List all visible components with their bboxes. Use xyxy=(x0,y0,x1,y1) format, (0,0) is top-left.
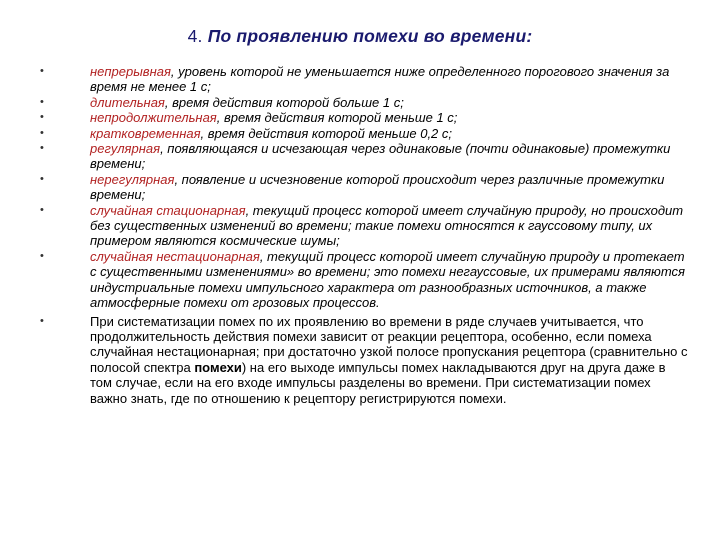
bullet-icon: • xyxy=(40,249,44,262)
bullet-icon: • xyxy=(40,172,44,185)
bullet-icon: • xyxy=(40,314,44,327)
list-item xyxy=(40,95,690,110)
item-text: , появляющаяся и исчезающая через одинаковые (почти одинаковые) промежутки времени; xyxy=(90,141,671,172)
item-term: регулярная xyxy=(90,141,161,157)
item-term: случайная стационарная xyxy=(90,202,246,218)
list-item-summary xyxy=(40,314,690,406)
summary-text-after: ) на его выходе импульсы помех накладываются друг на друга даже в том случае, если на его входе импульсы разделены во времени. При систематизации помех важно знать, где по отношению к рецептору регистрируются помехи. xyxy=(90,359,666,406)
bullet-icon: • xyxy=(40,126,44,139)
title-number: 4. xyxy=(187,26,203,46)
list-item xyxy=(40,249,690,311)
list-item xyxy=(40,64,690,95)
item-text: , текущий процесс которой имеет случайную природу и протекает с существенными изменениями» во времени; это помехи негауссовые, их примерами являются индустриальные помехи импульсного характера от разнообразных источников, а также атмосферные помехи от грозовых процессов. xyxy=(90,248,685,311)
list-item xyxy=(40,172,690,203)
bullet-icon: • xyxy=(40,111,44,124)
item-text: , время действия которой меньше 0,2 с; xyxy=(200,125,453,141)
bullet-icon: • xyxy=(40,65,44,77)
item-term: нерегулярная xyxy=(90,171,175,187)
bullet-list xyxy=(40,64,690,406)
item-text: , уровень которой не уменьшается ниже определенного порогового значения за время не менее 1 с; xyxy=(90,64,670,95)
list-item xyxy=(40,126,690,141)
slide-title xyxy=(0,26,720,47)
list-item xyxy=(40,203,690,249)
item-term: непродолжительная xyxy=(90,110,217,126)
bullet-icon: • xyxy=(40,95,44,108)
summary-text-before: При систематизации помех по их проявлению во времени в ряде случаев учитывается, что продолжительность действия помехи зависит от реакции рецептора, особенно, если помеха случайная нестационарная; при достаточно узкой полосе пропускания рецептора (сравнительно с полосой спектра xyxy=(90,313,688,375)
item-term: длительная xyxy=(90,94,165,110)
item-term: кратковременная xyxy=(90,125,201,141)
item-term: непрерывная xyxy=(90,64,171,79)
bullet-icon: • xyxy=(40,203,44,216)
item-text: , текущий процесс которой имеет случайную природу, но происходит без существенных изменений во времени; такие помехи относятся к гауссовому типу, их примером являются космические шумы; xyxy=(90,202,684,249)
item-text: , время действия которой меньше 1 с; xyxy=(216,110,458,126)
summary-bold-term: помехи xyxy=(194,359,242,375)
bullet-icon: • xyxy=(40,142,44,155)
item-term: случайная нестационарная xyxy=(90,248,260,264)
list-item xyxy=(40,110,690,125)
title-text: По проявлению помехи во времени: xyxy=(207,26,533,46)
item-text: , появление и исчезновение которой происходит через различные промежутки времени; xyxy=(90,171,665,203)
list-item xyxy=(40,141,690,172)
item-text: , время действия которой больше 1 с; xyxy=(164,94,404,110)
